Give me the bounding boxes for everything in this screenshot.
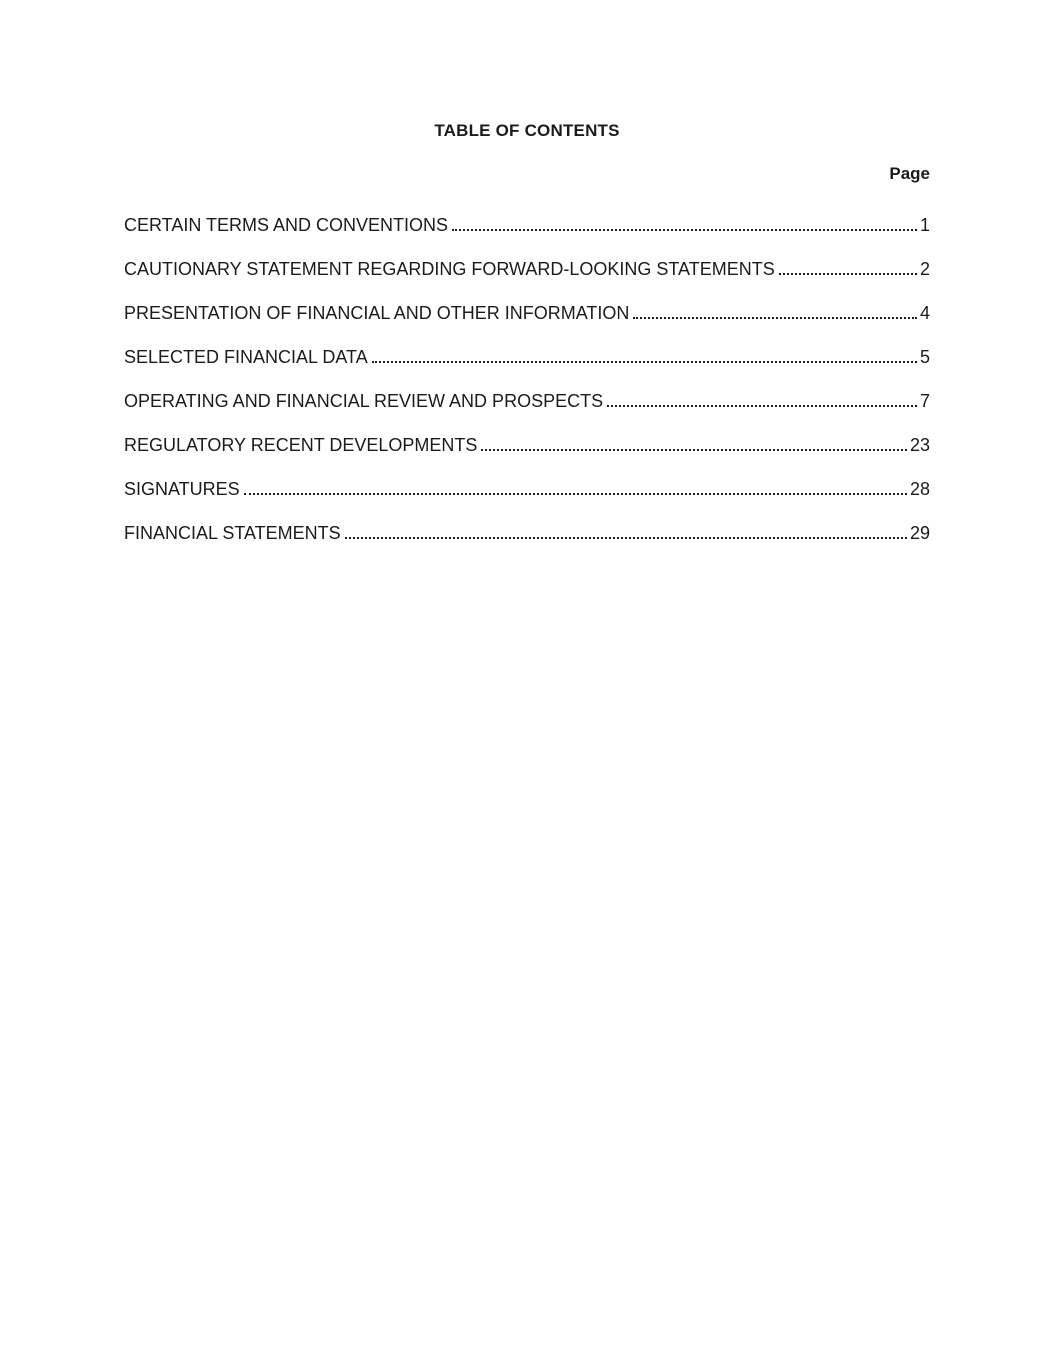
toc-entry-page-number: 1	[919, 215, 930, 235]
toc-entry-page-number: 4	[919, 303, 930, 323]
toc-entry-label: CERTAIN TERMS AND CONVENTIONS	[124, 215, 449, 235]
toc-entry-label: FINANCIAL STATEMENTS	[124, 523, 341, 543]
dot-leader	[779, 273, 917, 275]
toc-entry-label: SIGNATURES	[124, 479, 240, 499]
toc-entry-label: CAUTIONARY STATEMENT REGARDING FORWARD-LOOKING STATEMENTS	[124, 259, 775, 279]
dot-leader	[481, 449, 907, 451]
toc-entry-page-number: 28	[909, 479, 930, 499]
toc-entry	[124, 434, 930, 456]
toc-entry	[124, 522, 930, 544]
toc-entry	[124, 390, 930, 412]
toc-entry-page-number: 2	[919, 259, 930, 279]
toc-entry-page-number: 29	[909, 523, 930, 543]
dot-leader	[372, 361, 917, 363]
dot-leader	[345, 537, 907, 539]
toc-entry	[124, 346, 930, 368]
toc-list	[124, 214, 930, 544]
toc-entry-label: PRESENTATION OF FINANCIAL AND OTHER INFORMATION	[124, 303, 630, 323]
dot-leader	[452, 229, 917, 231]
toc-entry	[124, 214, 930, 236]
toc-entry	[124, 478, 930, 500]
page-column-header: Page	[889, 164, 930, 183]
toc-entry-label: REGULATORY RECENT DEVELOPMENTS	[124, 435, 478, 455]
toc-entry-label: OPERATING AND FINANCIAL REVIEW AND PROSPECTS	[124, 391, 604, 411]
toc-entry	[124, 258, 930, 280]
toc-entry-label: SELECTED FINANCIAL DATA	[124, 347, 368, 367]
dot-leader	[633, 317, 917, 319]
page-title: TABLE OF CONTENTS	[434, 121, 620, 140]
toc-entry	[124, 302, 930, 324]
dot-leader	[607, 405, 917, 407]
dot-leader	[244, 493, 907, 495]
toc-entry-page-number: 23	[909, 435, 930, 455]
toc-entry-page-number: 7	[919, 391, 930, 411]
toc-entry-page-number: 5	[919, 347, 930, 367]
